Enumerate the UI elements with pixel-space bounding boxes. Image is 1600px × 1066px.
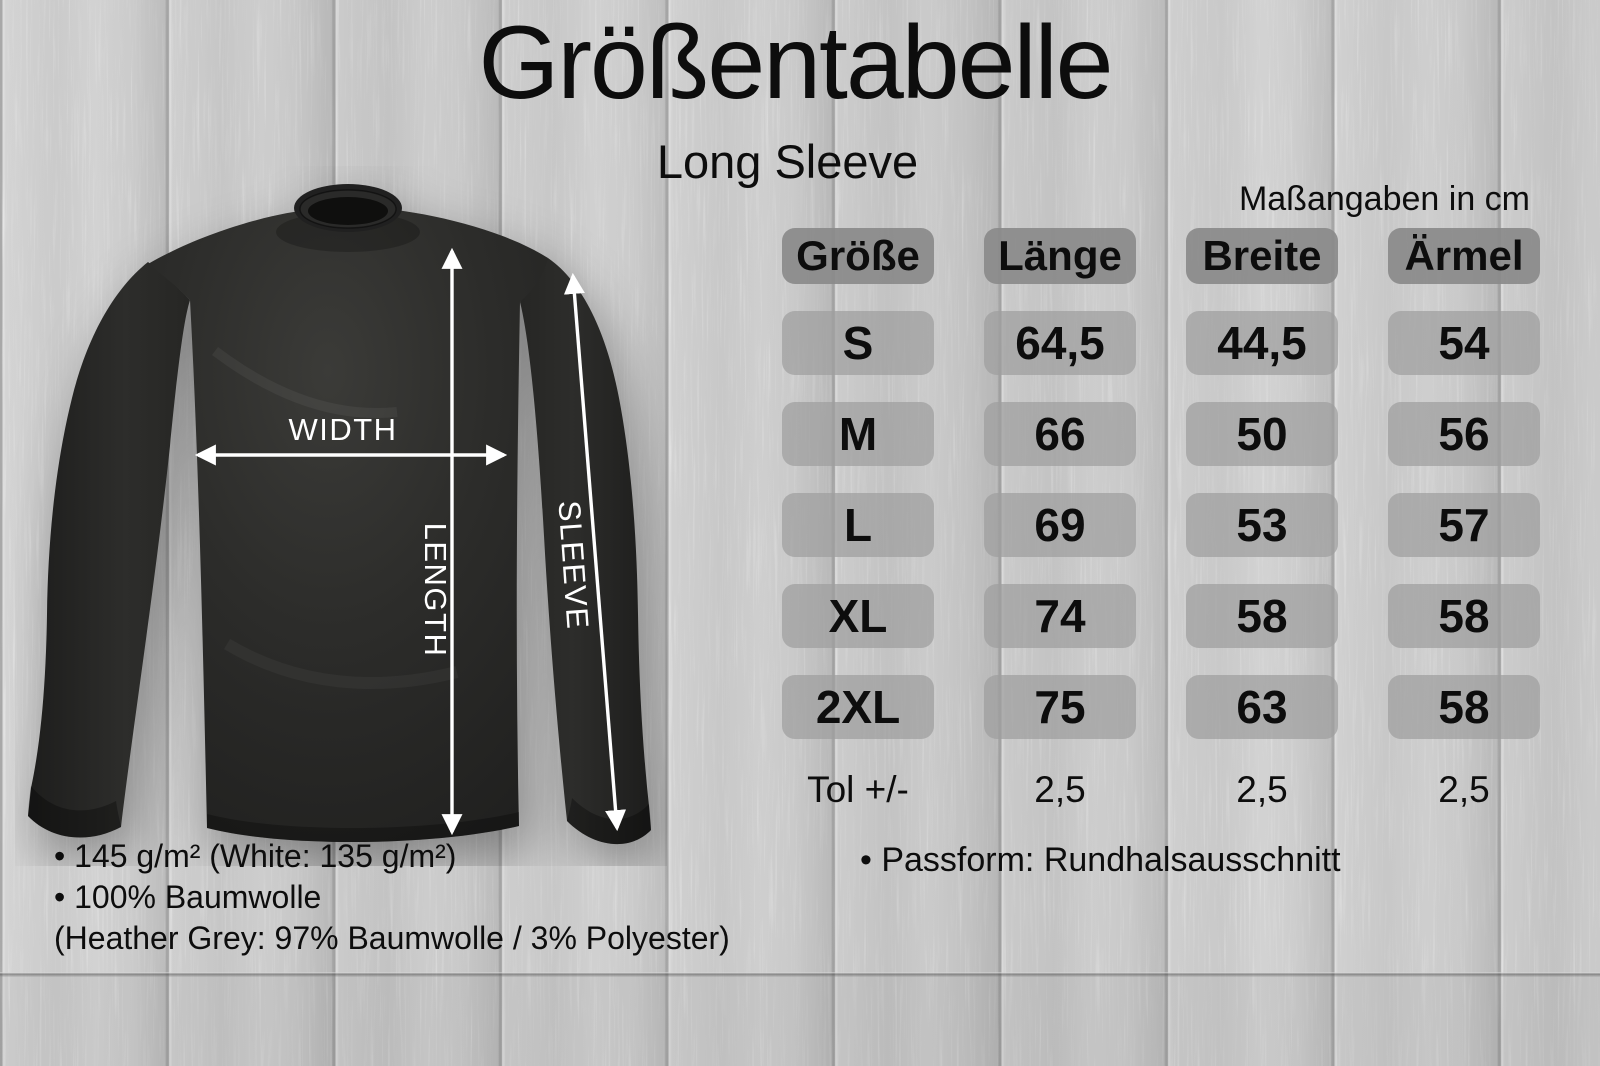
header-cell-groesse: Größe: [782, 228, 934, 284]
sleeve-label: SLEEVE: [551, 499, 596, 632]
note-heather-grey: (Heather Grey: 97% Baumwolle / 3% Polyester): [54, 920, 730, 956]
value-cell: 57: [1388, 493, 1540, 557]
units-note: Maßangaben in cm: [1238, 180, 1530, 218]
value-cell: 74: [984, 584, 1136, 648]
size-cell: S: [782, 311, 934, 375]
value-cell: 54: [1388, 311, 1540, 375]
length-label: LENGTH: [418, 522, 453, 658]
header-cell-breite: Breite: [1186, 228, 1338, 284]
value-cell: 50: [1186, 402, 1338, 466]
shirt-diagram: [15, 166, 667, 866]
page-title: Größentabelle: [478, 5, 1112, 121]
note-cotton: • 100% Baumwolle: [54, 879, 322, 915]
size-cell: XL: [782, 584, 934, 648]
value-cell: 58: [1388, 584, 1540, 648]
header-cell-aermel: Ärmel: [1388, 228, 1540, 284]
tolerance-cell: 2,5: [1438, 769, 1490, 810]
value-cell: 58: [1186, 584, 1338, 648]
shirt-collar-opening: [308, 197, 388, 225]
size-table: [782, 228, 1540, 814]
value-cell: 63: [1186, 675, 1338, 739]
value-cell: 64,5: [984, 311, 1136, 375]
value-cell: 66: [984, 402, 1136, 466]
page-subtitle: Long Sleeve: [656, 135, 919, 188]
value-cell: 44,5: [1186, 311, 1338, 375]
note-weight: • 145 g/m² (White: 135 g/m²): [54, 838, 457, 874]
value-cell: 58: [1388, 675, 1540, 739]
size-cell: 2XL: [782, 675, 934, 739]
value-cell: 56: [1388, 402, 1540, 466]
tolerance-cell: 2,5: [1236, 769, 1288, 810]
tolerance-cell: 2,5: [1034, 769, 1086, 810]
header-cell-laenge: Länge: [984, 228, 1136, 284]
size-cell: M: [782, 402, 934, 466]
tolerance-label-cell: Tol +/-: [807, 769, 909, 810]
size-cell: L: [782, 493, 934, 557]
material-notes: [54, 836, 730, 959]
shirt-image: [15, 166, 667, 866]
value-cell: 69: [984, 493, 1136, 557]
shirt-torso: [148, 205, 548, 842]
note-passform: • Passform: Rundhalsausschnitt: [860, 841, 1341, 879]
value-cell: 75: [984, 675, 1136, 739]
value-cell: 53: [1186, 493, 1338, 557]
width-label: WIDTH: [288, 412, 398, 447]
shirt-left-sleeve: [28, 262, 190, 838]
plank-bottom-shading: [0, 977, 1600, 1066]
